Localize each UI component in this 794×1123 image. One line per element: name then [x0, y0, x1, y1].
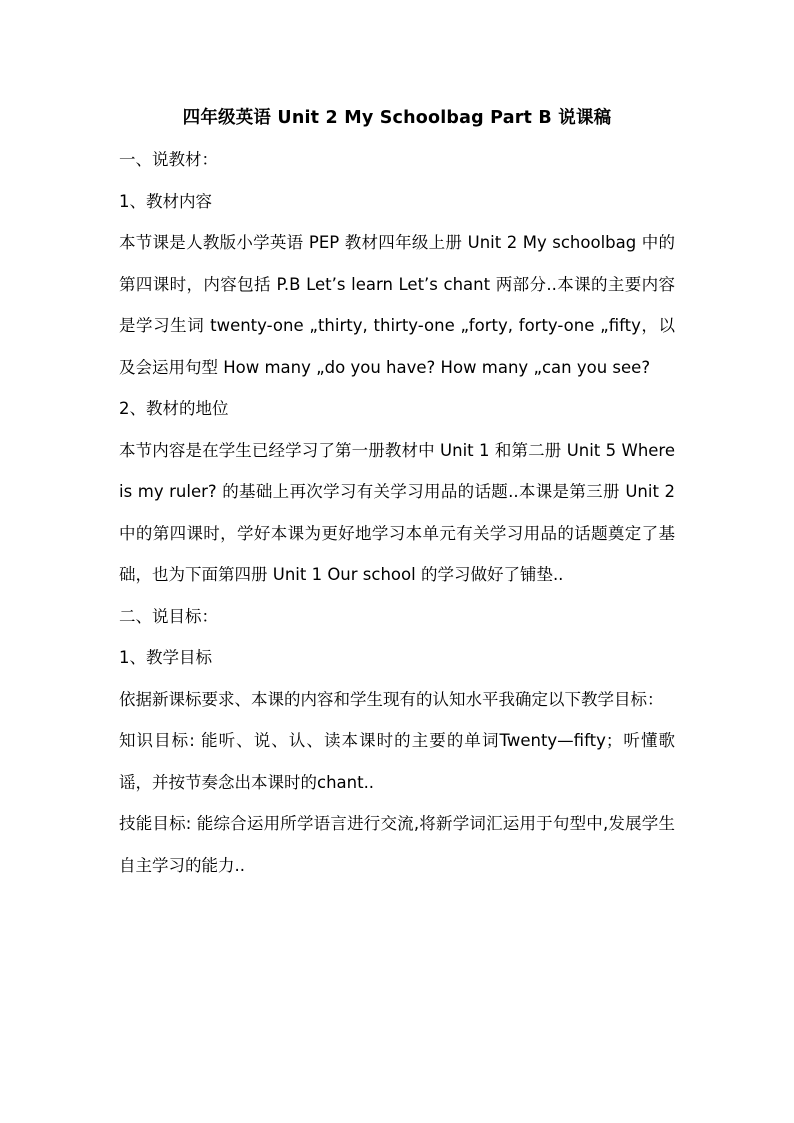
document-page [119, 97, 675, 886]
section-heading-textbook: 一、说教材： [119, 150, 218, 169]
paragraph-content: 本节课是人教版小学英语 PEP 教材四年级上册 Unit 2 My schoolbag 中的第四课时，内容包括 P.B Let’s learn Let’s chant 两部分..本课的主要内容是学习生词 twenty-one „thirty, thirty-one „forty, forty-one „fifty，以及会运用句型 How many „do you have? How many „can you see? [119, 233, 675, 377]
subheading-teaching-goals: 1、教学目标 [119, 648, 212, 667]
paragraph-knowledge-goal: 知识目标: 能听、说、认、读本课时的主要的单词Twenty—fifty；听懂歌谣，并按节奏念出本课时的chant.. [119, 731, 675, 792]
paragraph-skill-goal: 技能目标: 能综合运用所学语言进行交流,将新学词汇运用于句型中,发展学生自主学习的能力.. [119, 814, 675, 875]
subheading-content: 1、教材内容 [119, 191, 212, 211]
document-title: 四年级英语 Unit 2 My Schoolbag Part B 说课稿 [182, 108, 612, 128]
subheading-position: 2、教材的地位 [119, 399, 229, 418]
section-heading-goals: 二、说目标： [119, 606, 218, 626]
paragraph-goals-intro: 依据新课标要求、本课的内容和学生现有的认知水平我确定以下教学目标： [119, 689, 664, 709]
paragraph-position: 本节内容是在学生已经学习了第一册教材中 Unit 1 和第二册 Unit 5 Where is my ruler? 的基础上再次学习有关学习用品的话题..本课是第三册 Unit 2 中的第四课时，学好本课为更好地学习本单元有关学习用品的话题奠定了基础，也为下面第四册 Unit 1 Our school 的学习做好了铺垫.. [119, 440, 675, 584]
